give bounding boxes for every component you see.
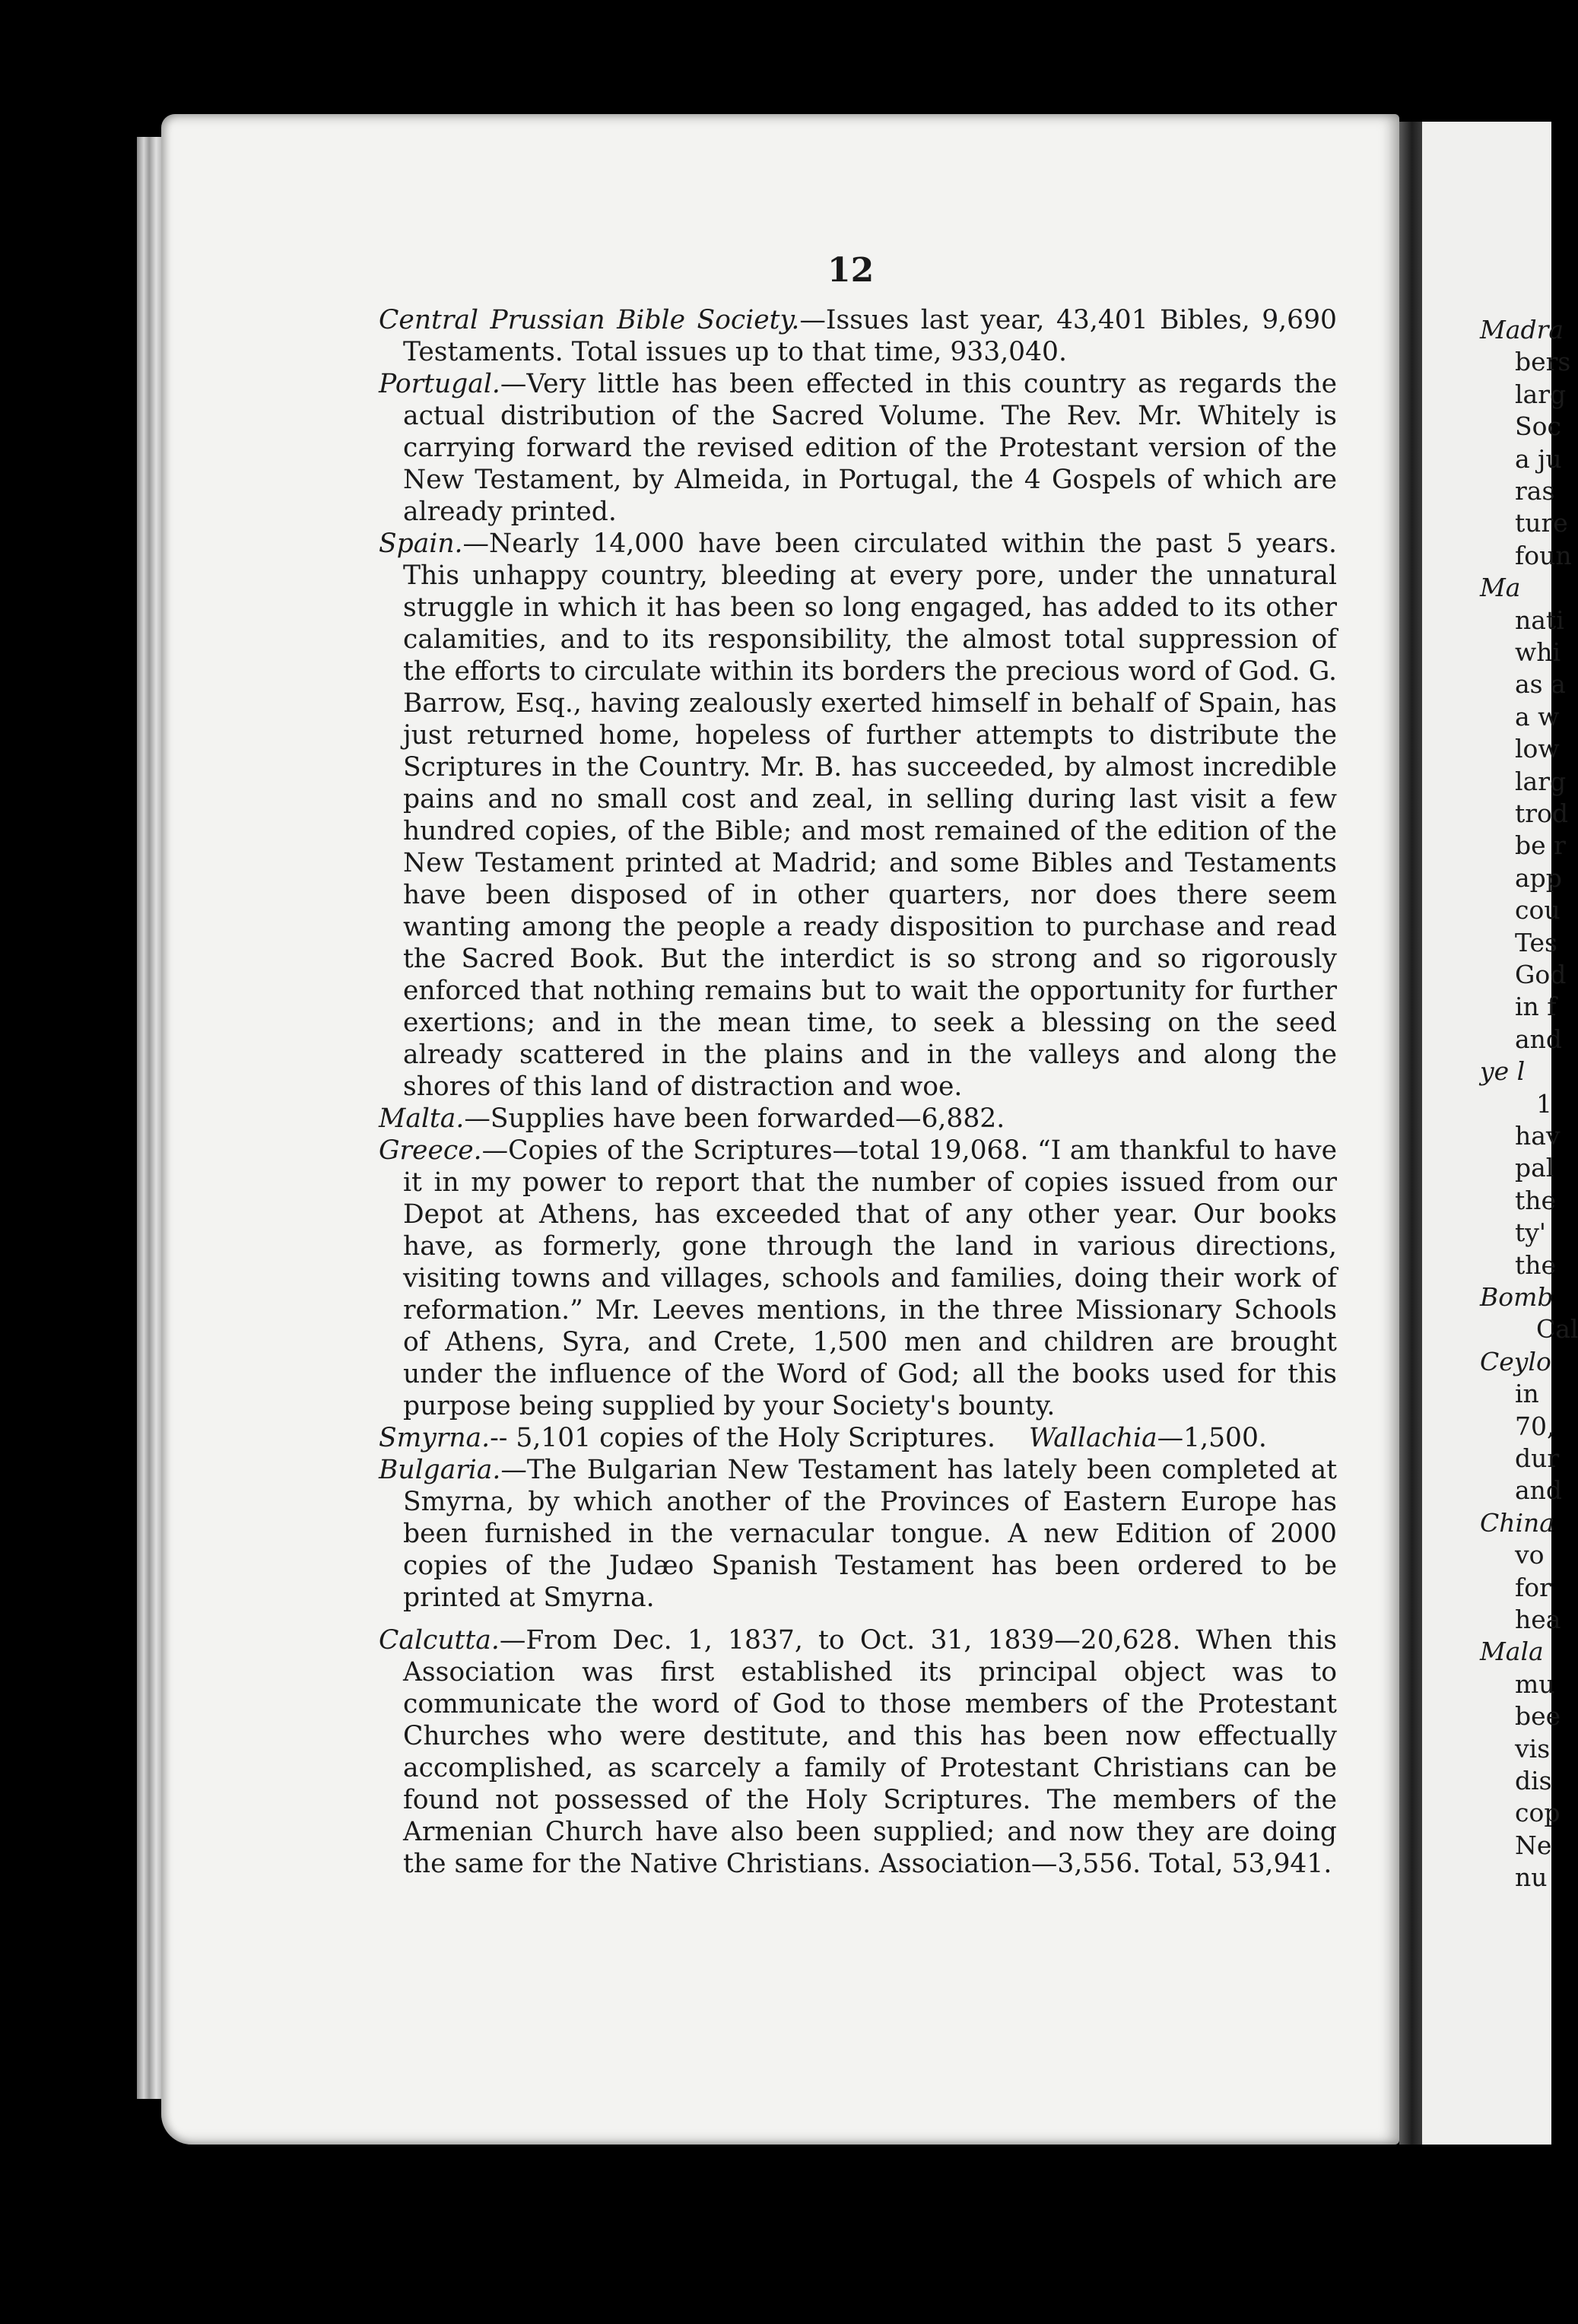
next-page-fragment: be r bbox=[1515, 830, 1566, 861]
next-page-fragment: the bbox=[1515, 1185, 1557, 1215]
next-page-fragment: pal bbox=[1515, 1153, 1554, 1183]
entry-text-secondary: —1,500. bbox=[1157, 1423, 1267, 1453]
entry-text: —Very little has been effected in this country as regards the actual distribution of the Sacred Volume. The Rev. Mr. Whitely is carrying forward the revised edition of the Protestant version of the New Testament, by Almeida, in Portugal, the 4 Gospels of which are already printed. bbox=[403, 369, 1337, 527]
next-page-fragment: mu bbox=[1515, 1668, 1555, 1699]
next-page-fragment: dis bbox=[1515, 1766, 1552, 1795]
next-page-fragment: Ma bbox=[1480, 573, 1521, 603]
next-page-fragment: foun bbox=[1515, 540, 1572, 570]
next-page-fragment: ty' bbox=[1515, 1218, 1546, 1248]
next-page-fragment: and bbox=[1515, 1475, 1563, 1506]
entry-heading: Calcutta. bbox=[379, 1625, 500, 1656]
next-page-fragment: larg bbox=[1515, 379, 1567, 409]
next-page-fragment: Ceylo bbox=[1480, 1346, 1551, 1376]
next-page-fragment: bee bbox=[1515, 1701, 1561, 1732]
entry-portugal bbox=[379, 368, 1337, 528]
next-page-fragment: Madra bbox=[1480, 315, 1564, 344]
book-gutter bbox=[1399, 122, 1422, 2145]
next-page-fragment: hav bbox=[1515, 1121, 1561, 1151]
next-page-fragment: Ne bbox=[1515, 1830, 1552, 1860]
next-page-fragment: Tes bbox=[1515, 927, 1557, 957]
next-page-fragment: in f bbox=[1515, 992, 1557, 1022]
next-page-fragment: as a bbox=[1515, 669, 1566, 700]
next-page-fragment: a ju bbox=[1515, 443, 1562, 474]
entry-text: -- 5,101 copies of the Holy Scriptures. bbox=[490, 1423, 995, 1453]
entry-heading: Bulgaria. bbox=[379, 1455, 501, 1485]
entry-heading: Malta. bbox=[379, 1103, 465, 1134]
next-page-fragment: trod bbox=[1515, 798, 1569, 828]
next-page-fragment: hea bbox=[1515, 1605, 1561, 1634]
next-page-fragment: China bbox=[1480, 1507, 1554, 1538]
entry-heading: Portugal. bbox=[379, 369, 500, 399]
entry-bulgaria bbox=[379, 1454, 1337, 1614]
entry-text: —The Bulgarian New Testament has lately been completed at Smyrna, by which another of the Provinces of Eastern Europe has been furnished in the vernacular tongue. A new Edition of 2000 copies of the Judæo Spanish Testament has been ordered to be printed at Smyrna. bbox=[403, 1455, 1337, 1613]
entry-malta bbox=[379, 1103, 1337, 1135]
next-page-fragment: and bbox=[1515, 1024, 1563, 1054]
next-page-fragment: a w bbox=[1515, 701, 1560, 732]
next-page-fragment: nu bbox=[1515, 1862, 1548, 1893]
next-page-fragment: the bbox=[1515, 1249, 1557, 1280]
page-text-block bbox=[379, 304, 1337, 1880]
next-page-fragment: vo bbox=[1515, 1540, 1545, 1570]
book-spine-edge bbox=[137, 137, 164, 2099]
next-page-fragment: ye l bbox=[1480, 1056, 1526, 1087]
next-page-fragment: app bbox=[1515, 862, 1562, 893]
entry-smyrna-wallachia bbox=[379, 1422, 1337, 1454]
next-page-fragment: for bbox=[1515, 1572, 1551, 1602]
next-page-fragment: low bbox=[1515, 734, 1560, 764]
next-page-fragment: whi bbox=[1515, 637, 1561, 667]
next-page-fragment: bers bbox=[1515, 347, 1571, 377]
next-page-fragment: cop bbox=[1515, 1798, 1561, 1828]
page-number: 12 bbox=[827, 251, 875, 290]
entry-heading: Central Prussian Bible Society. bbox=[379, 305, 800, 335]
entry-heading-secondary: Wallachia bbox=[1028, 1423, 1157, 1453]
next-page-fragment: 1 bbox=[1536, 1088, 1552, 1119]
next-page-fragment: God bbox=[1515, 960, 1567, 989]
entry-central-prussian bbox=[379, 304, 1337, 368]
next-page-fragment: Soc bbox=[1515, 411, 1561, 442]
next-page-edge bbox=[1422, 122, 1578, 2145]
next-page-fragment: dur bbox=[1515, 1443, 1560, 1473]
entry-heading: Spain. bbox=[379, 529, 463, 559]
next-page-fragment: Mala bbox=[1480, 1637, 1544, 1667]
entry-greece bbox=[379, 1135, 1337, 1422]
next-page-fragment: Bomb bbox=[1480, 1282, 1554, 1312]
next-page-fragment: larg bbox=[1515, 766, 1567, 796]
entry-heading: Smyrna. bbox=[379, 1423, 491, 1453]
next-page-fragment: 70, bbox=[1515, 1411, 1555, 1441]
entry-text: —Copies of the Scriptures—total 19,068. “I am thankful to have it in my power to report that the number of copies issued from our Depot at Athens, has exceeded that of any other year. Our books have, as formerly, gone through the land in various directions, visiting towns and villages, schools and families, doing their work of reformation.” Mr. Leeves mentions, in the three Missionary Schools of Athens, Syra, and Crete, 1,500 men and children are brought under the influence of the Word of God; all the books used for this purpose being supplied by your Society's bounty. bbox=[403, 1135, 1337, 1421]
entry-heading: Greece. bbox=[379, 1135, 482, 1166]
entry-text: —Issues last year, 43,401 Bibles, 9,690 Testaments. Total issues up to that time, 933,040. bbox=[403, 305, 1337, 367]
entry-text: —From Dec. 1, 1837, to Oct. 31, 1839—20,628. When this Association was first established its principal object was to communicate the word of God to those members of the Protestant Churches who were destitute, and this has been now effectually accomplished, as scarcely a family of Protestant Christians can be found not possessed of the Holy Scriptures. The members of the Armenian Church have also been supplied; and now they are doing the same for the Native Christians. Association—3,556. Total, 53,941. bbox=[403, 1625, 1337, 1879]
entry-text: —Nearly 14,000 have been circulated within the past 5 years. This unhappy country, bleeding at every pore, under the unnatural struggle in which it has been so long engaged, has added to its other calamities, and to its responsibility, the almost total suppression of the efforts to circulate within its borders the precious word of God. G. Barrow, Esq., having zealously exerted himself in behalf of Spain, has just returned home, hopeless of further attempts to distribute the Scriptures in the Country. Mr. B. has succeeded, by almost incredible pains and no small cost and zeal, in selling during last visit a few hundred copies, of the Bible; and most remained of the edition of the New Testament printed at Madrid; and some Bibles and Testaments have been disposed of in other quarters, nor does there seem wanting among the people a ready disposition to purchase and read the Sacred Book. But the interdict is so strong and so rigorously enforced that nothing remains but to wait the opportunity for further exertions; and in the mean time, to seek a blessing on the seed already scattered in the plains and in the valleys and along the shores of this land of distraction and woe. bbox=[403, 529, 1337, 1102]
next-page-fragment: ture bbox=[1515, 508, 1568, 538]
next-page-fragment: Cal bbox=[1536, 1314, 1578, 1345]
next-page-fragment: cou bbox=[1515, 895, 1561, 925]
entry-text: —Supplies have been forwarded—6,882. bbox=[464, 1103, 1005, 1134]
next-page-fragment: vis bbox=[1515, 1733, 1551, 1764]
next-page-fragment: ras bbox=[1515, 476, 1555, 506]
next-page-fragment: in bbox=[1515, 1379, 1539, 1409]
entry-spain bbox=[379, 528, 1337, 1103]
next-page-fragment: nati bbox=[1515, 605, 1564, 635]
entry-calcutta bbox=[379, 1624, 1337, 1880]
